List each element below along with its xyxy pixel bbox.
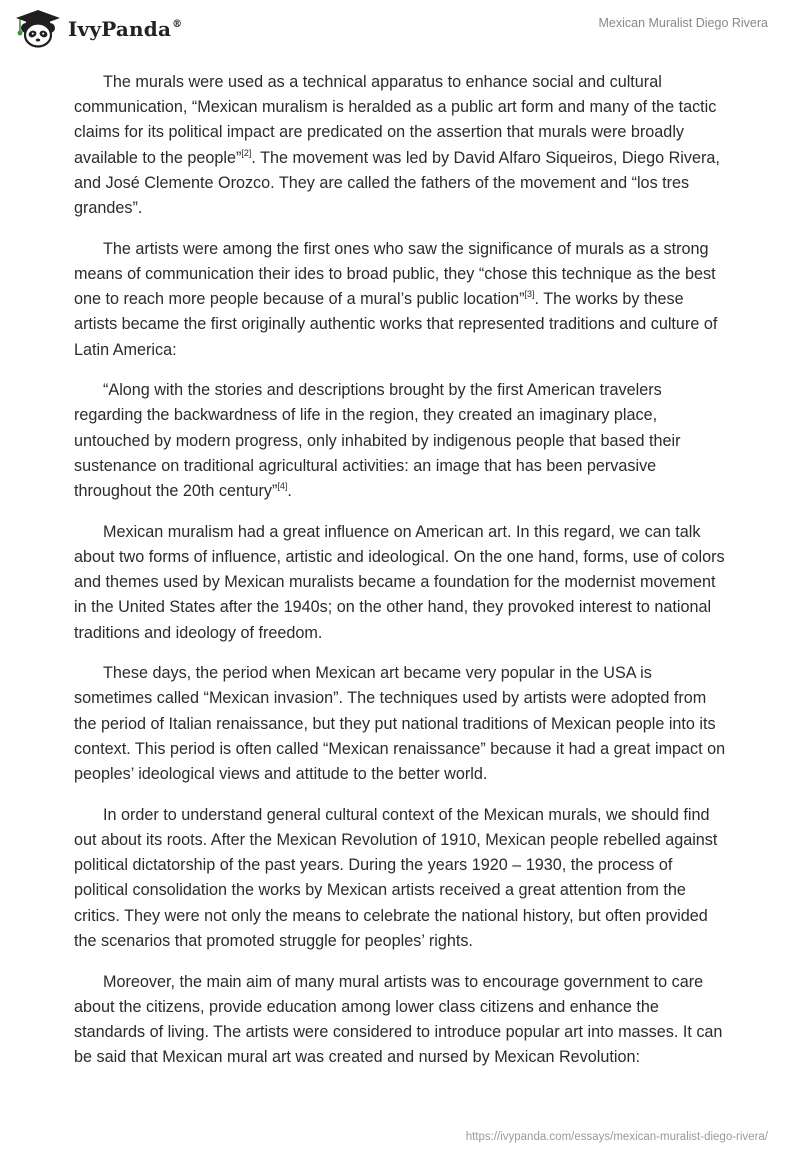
block-quote: “Along with the stories and descriptions brought by the first American travelers regarding the backwardness of life in the region, they created an imaginary place, untouched by modern progress, only inhabited by indigenous people that based their sustenance on traditional agricultural activities: an image that has been pervasive throughout the 20th century”[4]. [74, 381, 681, 501]
paragraph-1: The murals were used as a technical apparatus to enhance social and cultural communication, “Mexican muralism is heralded as a public art form and many of the tactic claims for its political impact are predicated on the assertion that murals were broadly available to the people”[2]. The movement was led by David Alfaro Siqueiros, Diego Rivera, and José Clemente Orozco. They are called the fathers of the movement and “los tres grandes”. [74, 73, 720, 218]
paragraph-6: In order to understand general cultural context of the Mexican murals, we should find out about its roots. After the Mexican Revolution of 1910, Mexican people rebelled against political dictatorship of the past years. During the years 1920 – 1930, the process of political consolidation the works by Mexican artists received a great attention from the critics. They were not only the means to celebrate the national history, but often provided the scenarios that promoted struggle for peoples’ rights. [74, 805, 718, 950]
essay-body [74, 70, 730, 1086]
paragraph-7: Moreover, the main aim of many mural artists was to encourage government to care about the citizens, provide education among lower class citizens and enhance the standards of living. The artists were considered to introduce popular art into masses. It can be said that Mexican mural art was created and nursed by Mexican Revolution: [74, 972, 723, 1067]
footnote-ref-3[interactable]: [3] [524, 289, 535, 300]
panda-graduate-icon [14, 9, 62, 49]
footnote-ref-4[interactable]: [4] [277, 481, 288, 492]
paragraph-2: The artists were among the first ones who saw the significance of murals as a strong means of communication their ides to broad public, they “chose this technique as the best one to reach more people because of a mural’s public location”[3]. The works by these artists became the first originally authentic works that represented traditions and culture of Latin America: [74, 239, 718, 359]
paragraph-4: Mexican muralism had a great influence on American art. In this regard, we can talk about two forms of influence, artistic and ideological. On the one hand, forms, use of colors and themes used by Mexican muralists became a foundation for the modernist movement in the United States after the 1940s; on the other hand, they provoked interest to national traditions and ideology of freedom. [74, 522, 725, 642]
source-url[interactable]: https://ivypanda.com/essays/mexican-muralist-diego-rivera/ [465, 1131, 768, 1143]
running-title: Mexican Muralist Diego Rivera [598, 16, 768, 30]
page-header [0, 0, 800, 64]
footnote-ref-2[interactable]: [2] [241, 147, 252, 158]
paragraph-5: These days, the period when Mexican art became very popular in the USA is sometimes called “Mexican invasion”. The techniques used by artists were adopted from the period of Italian renaissance, but they put national traditions of Mexican people into its context. This period is often called “Mexican renaissance” because it had a great impact on peoples’ ideological views and attitude to the better world. [74, 664, 726, 784]
ivypanda-logo[interactable] [14, 9, 182, 49]
registered-mark: ® [172, 19, 183, 30]
logo-wordmark: IvyPanda® [68, 17, 183, 41]
